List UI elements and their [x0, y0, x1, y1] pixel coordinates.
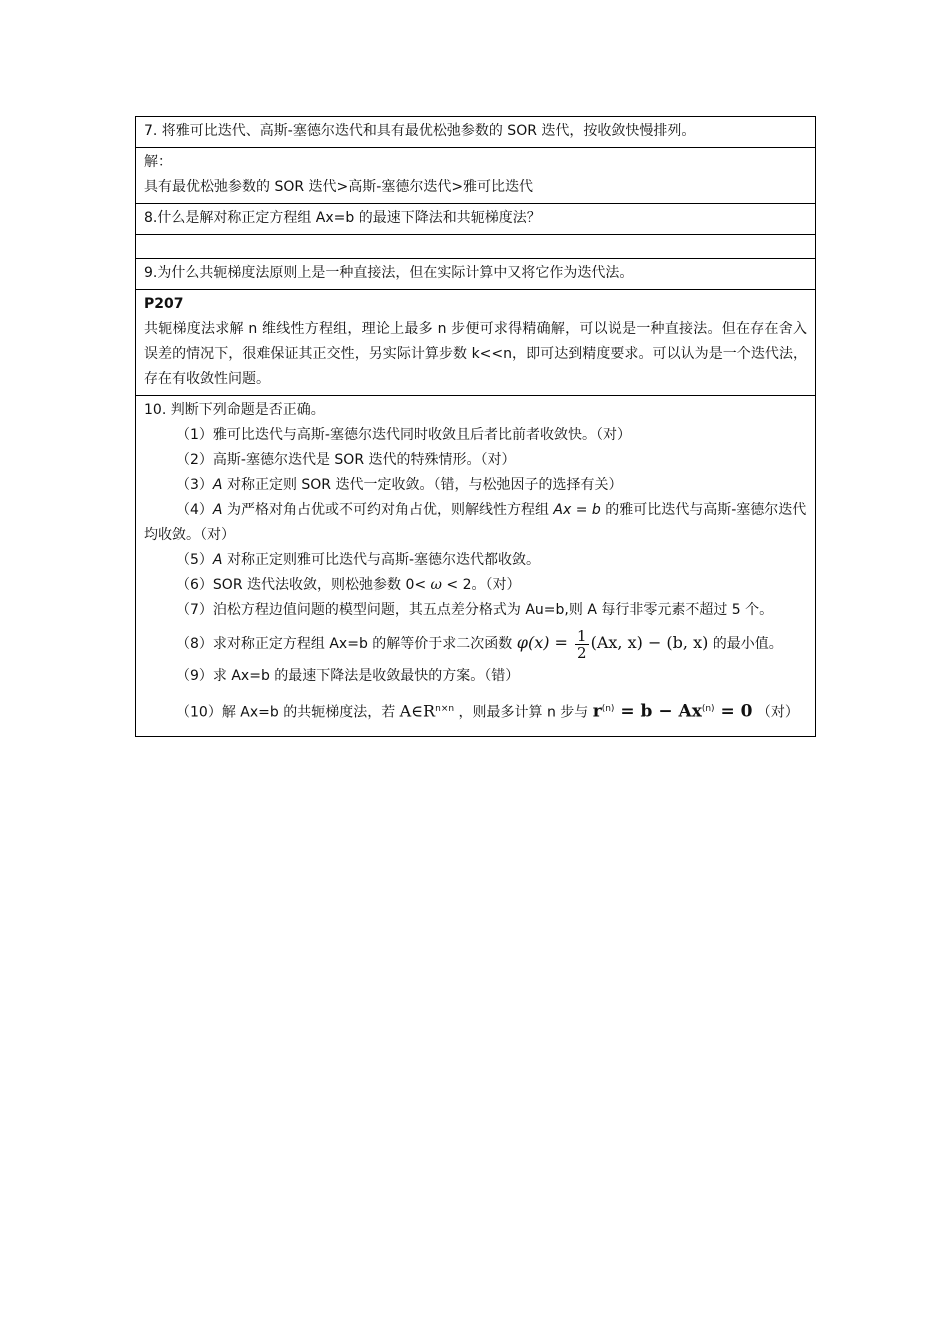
q9-answer-ref: P207	[144, 296, 184, 312]
q9-answer-row	[136, 290, 816, 396]
q10-question: 10. 判断下列命题是否正确。	[144, 402, 325, 418]
fraction-one-half: $\frac{1}{2}$	[577, 626, 587, 662]
q7-question-row	[136, 117, 816, 148]
q10-item-2: （2）高斯-塞德尔迭代是 SOR 迭代的特殊情形。（对）	[176, 452, 516, 468]
q7-answer: 具有最优松弛参数的 SOR 迭代>高斯-塞德尔迭代>雅可比迭代	[144, 179, 534, 195]
q10-item-8: （8）求对称正定方程组 Ax=b 的解等价于求二次函数 φ(x) = $\frac{1}{2}$ (Ax, x) − (b, x) 的最小值。	[176, 626, 783, 662]
qa-table	[135, 116, 816, 737]
q8-answer-row	[136, 235, 816, 259]
q10-item-7: （7）泊松方程边值问题的模型问题，其五点差分格式为 Au=b,则 A 每行非零元素不超过 5 个。	[176, 602, 774, 618]
q7-answer-label: 解：	[144, 154, 172, 170]
q10-item-5: （5）A 对称正定则雅可比迭代与高斯-塞德尔迭代都收敛。	[176, 552, 541, 568]
q10-item-10: （10）解 Ax=b 的共轭梯度法，若 $A\in R^{n\times n}$ ，则最多计算 n 步与 $r^{(n)} = b - Ax^{(n)} = 0$ （对）	[176, 701, 799, 722]
q7-question: 7. 将雅可比迭代、高斯-塞德尔迭代和具有最优松弛参数的 SOR 迭代，按收敛快慢排列。	[136, 117, 816, 148]
q9-question: 9.为什么共轭梯度法原则上是一种直接法，但在实际计算中又将它作为迭代法。	[136, 259, 816, 290]
q9-answer: 共轭梯度法求解 n 维线性方程组，理论上最多 n 步便可求得精确解，可以说是一种直接法。但在存在舍入误差的情况下，很难保证其正交性，另实际计算步数 k<<n，即可达到精度要求。可以认为是一个迭代法，存在有收敛性问题。	[144, 321, 807, 387]
q10-row	[136, 396, 816, 737]
phi-function: φ(x) =	[516, 633, 574, 652]
q7-answer-row	[136, 148, 816, 204]
q8-question: 8.什么是解对称正定方程组 Ax=b 的最速下降法和共轭梯度法？	[136, 204, 816, 235]
q10-item-3: （3）A 对称正定则 SOR 迭代一定收敛。（错，与松弛因子的选择有关）	[176, 477, 623, 493]
q10-item-1: （1）雅可比迭代与高斯-塞德尔迭代同时收敛且后者比前者收敛快。（对）	[176, 427, 631, 443]
q8-question-row	[136, 204, 816, 235]
q10-item-4: （4）A 为严格对角占优或不可约对角占优，则解线性方程组 Ax = b 的雅可比迭代与高斯-塞德尔迭代均收敛。（对）	[144, 502, 807, 543]
q8-answer	[136, 235, 816, 259]
q10-item-9: （9）求 Ax=b 的最速下降法是收敛最快的方案。（错）	[176, 668, 520, 684]
q9-question-row	[136, 259, 816, 290]
q10-item-6: （6）SOR 迭代法收敛，则松弛参数 0< ω < 2。（对）	[176, 577, 521, 593]
